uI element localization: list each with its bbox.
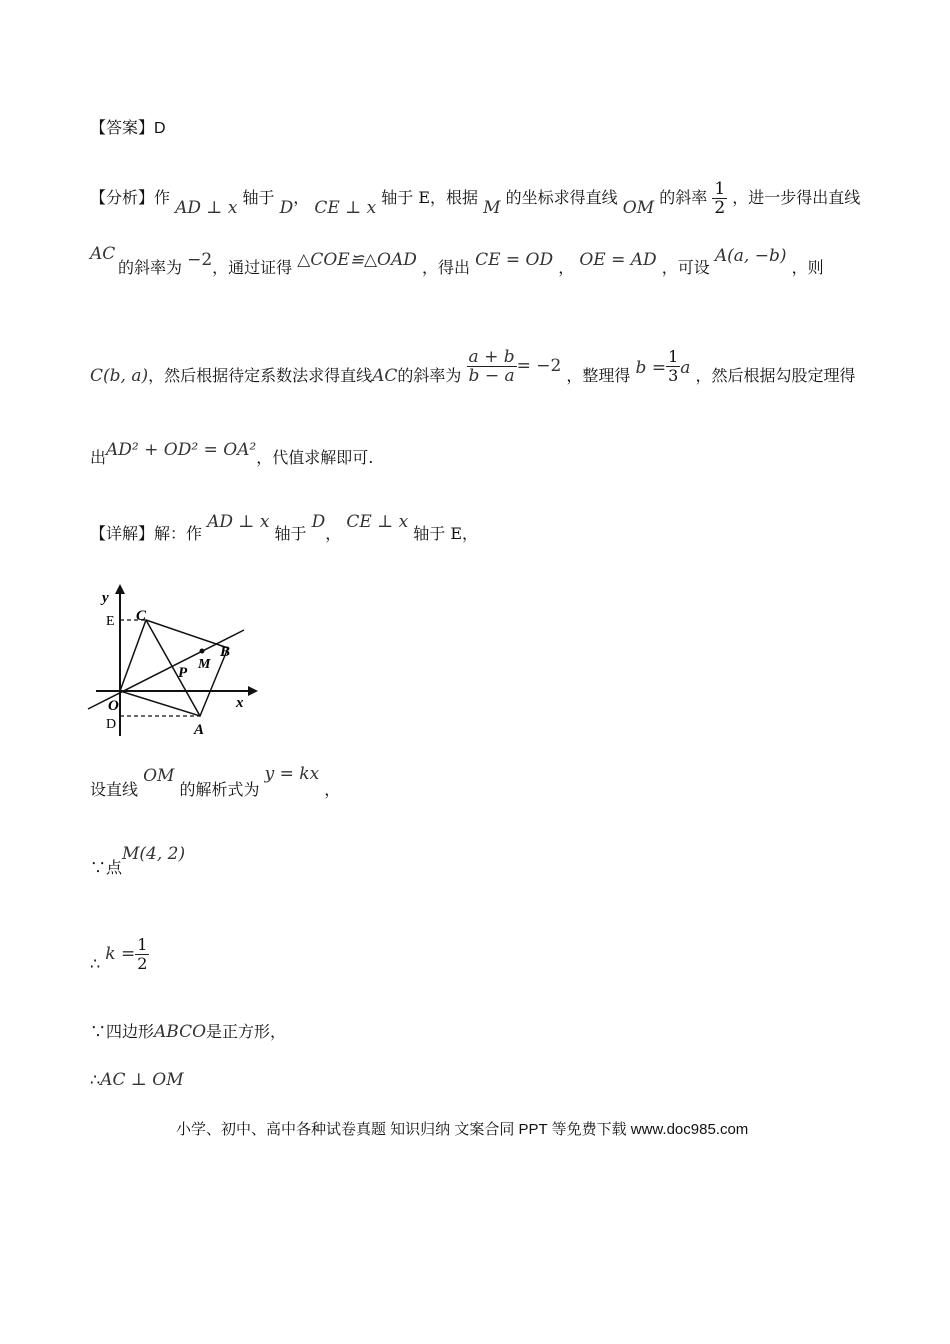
math-eq-neg2: = −2 [516,356,562,376]
text: ∴ [90,954,101,973]
text: ，进一步得出直线 [732,188,861,207]
label-x: x [236,695,244,711]
text: 出 [90,448,107,467]
label-e: E [106,614,115,629]
math-ac-2: AC [372,366,398,386]
label-c: C [136,608,147,624]
math-oe-eq-ad: OE = AD [579,250,657,270]
math-ac-perp-om: AC ⊥ OM [100,1070,184,1090]
answer-line [90,118,166,139]
step-5 [90,1070,184,1090]
math-d-2: D [311,512,326,532]
math-m-point: M(4, 2) [122,844,186,864]
x-axis-arrow [248,686,258,696]
math-om: OM [622,198,655,218]
numerator: 1 [668,347,679,366]
numerator: 1 [714,179,726,199]
analysis-line-4 [90,440,374,468]
text: 轴于 [274,524,307,543]
label-m: M [198,657,211,672]
denominator: 3 [668,366,679,385]
text: ， [293,188,310,207]
math-abco: ABCO [154,1022,207,1042]
math-ad-perp-x-2: AD ⊥ x [207,512,270,532]
answer-label: 【答案】 [90,118,155,137]
label-y: y [102,590,109,606]
denominator: b − a [468,366,515,386]
text: ，则 [791,258,824,277]
fraction-one-third [666,348,680,385]
math-m: M [483,198,501,218]
text: ，然后根据待定系数法求得直线 [148,366,373,385]
text: 的坐标求得直线 [505,188,618,207]
text: ， [324,780,341,799]
text: ，可设 [661,258,710,277]
math-c-point: C(b, a) [90,366,149,386]
math-b-eq: b = [635,358,667,378]
text: ， [558,258,575,277]
text: 轴于 E， [413,524,479,543]
detail-line-1 [90,512,479,544]
label-a: A [194,722,205,738]
math-ce-perp-x-2: CE ⊥ x [346,512,409,532]
label-o: O [108,698,119,714]
label-d: D [106,717,117,732]
step-4 [90,1022,286,1042]
text: 的解析式为 [179,780,260,799]
text: 的斜率为 [397,366,462,385]
text: 轴于 [242,188,275,207]
text: ∵点 [90,858,123,877]
square-abco [120,620,231,716]
coordinate-figure [84,578,264,742]
math-om-2: OM [143,766,175,786]
text: 解：作 [154,524,203,543]
step-1 [90,764,341,800]
math-d: D [279,198,294,218]
text: ，通过证得 [212,258,293,277]
text: 设直线 [90,780,139,799]
math-k-eq: k = [105,944,136,964]
math-ac: AC [90,244,116,264]
label-b: B [220,644,231,660]
math-a: a [680,358,691,378]
analysis-label: 【分析】 [90,188,155,207]
page-footer: 小学、初中、高中各种试卷真题 知识归纳 文案合同 PPT 等免费下载 www.doc985.com [176,1121,749,1138]
math-y-eq-kx: y = kx [264,764,320,784]
detail-label: 【详解】 [90,524,155,543]
numerator: 1 [137,935,148,954]
fraction-one-half [712,180,727,217]
step-2 [90,844,186,878]
math-a-point: A(a, −b) [714,246,787,266]
text: 轴于 E，根据 [381,188,479,207]
text: ，整理得 [566,366,631,385]
text: ∴ [90,1070,101,1089]
analysis-line-2 [118,246,824,278]
math-pythagoras: AD² + OD² = OA² [106,440,257,460]
answer-value: D [154,120,166,137]
analysis-line-3 [90,347,856,395]
math-ad-perp-x: AD ⊥ x [175,198,238,218]
fraction-one-half-2 [135,936,149,973]
numerator: a + b [468,347,515,367]
label-p: P [178,665,188,681]
denominator: 2 [137,954,148,973]
math-ce-eq-od: CE = OD [475,250,554,270]
text: 作 [154,188,171,207]
text: ， [325,524,342,543]
text: 的斜率 [659,188,708,207]
math-ce-perp-x: CE ⊥ x [314,198,377,218]
fraction-a-plus-b-over-b-minus-a [467,348,517,385]
step-3 [90,935,149,983]
point-m [200,649,205,654]
math-neg2: −2 [187,250,213,270]
y-axis-arrow [115,584,125,594]
text: ，然后根据勾股定理得 [695,366,856,385]
text: ，代值求解即可. [256,448,374,467]
text: 的斜率为 [118,258,183,277]
math-congruent: △COE≌△OAD [297,250,417,270]
text: ∵四边形 [90,1022,155,1041]
text: ，得出 [421,258,470,277]
denominator: 2 [714,198,726,218]
text: 是正方形， [206,1022,287,1041]
analysis-line-1 [90,180,860,217]
